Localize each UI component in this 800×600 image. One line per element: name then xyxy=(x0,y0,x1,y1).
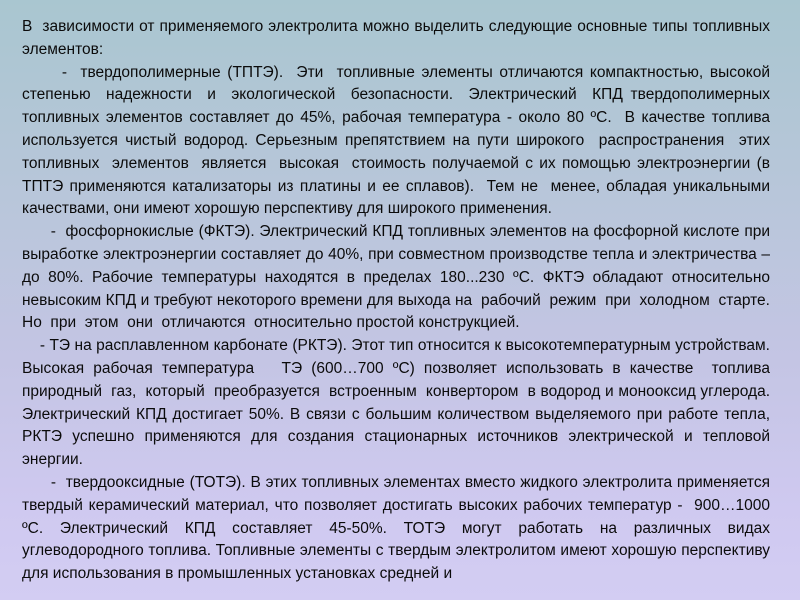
text-body xyxy=(22,16,779,586)
paragraph-rkte: - ТЭ на расплавленном карбонате (РКТЭ). Этот тип относится к высокотемпературным устройствам. Высокая рабочая температура ТЭ (600…700 ºС) позволяет использовать в качестве топлива природный газ, который преобразуется встроенным конвертором в водород и монооксид углерода. Электрический КПД достигает 50%. В связи с большим количеством выделяемого при работе тепла, РКТЭ успешно применяются для создания стационарных источников электрической и тепловой энергии. xyxy=(22,337,779,469)
paragraph-tpte: - твердополимерные (ТПТЭ). Эти топливные элементы отличаются компактностью, высокой степенью надежности и экологической безопасности. Электрический КПД твердополимерных топливных элементов составляет до 45%, рабочая температура - около 80 ºС. В качестве топлива используется чистый водород. Серьезным препятствием на пути широкого распространения этих топливных элементов является высокая стоимость получаемой с их помощью электроэнергии (в ТПТЭ применяются катализаторы из платины и ее сплавов). Тем не менее, обладая уникальными качествами, они имеют хорошую перспективу для широкого применения. xyxy=(22,63,779,218)
paragraph-tote: - твердооксидные (ТОТЭ). В этих топливных элементах вместо жидкого электролита применяется твердый керамический материал, что позволяет достигать высоких рабочих температур - 900…1000 ºС. Электрический КПД составляет 45-50%. ТОТЭ могут работать на различных видах углеводородного топлива. Топливные элементы с твердым электролитом имеют хорошую перспективу для использования в промышленных установках средней и xyxy=(22,473,775,583)
intro-paragraph: В зависимости от применяемого электролита можно выделить следующие основные типы топливных элементов: xyxy=(22,18,775,58)
paragraph-fkte: - фосфорнокислые (ФКТЭ). Электрический КПД топливных элементов на фосфорной кислоте при выработке электроэнергии составляет до 40%, при совместном производстве тепла и электричества – до 80%. Рабочие температуры находятся в пределах 180...230 ºС. ФКТЭ обладают относительно невысоким КПД и требуют некоторого времени для выхода на рабочий режим при холодном старте. Но при этом они отличаются относительно простой конструкцией. xyxy=(22,223,779,332)
